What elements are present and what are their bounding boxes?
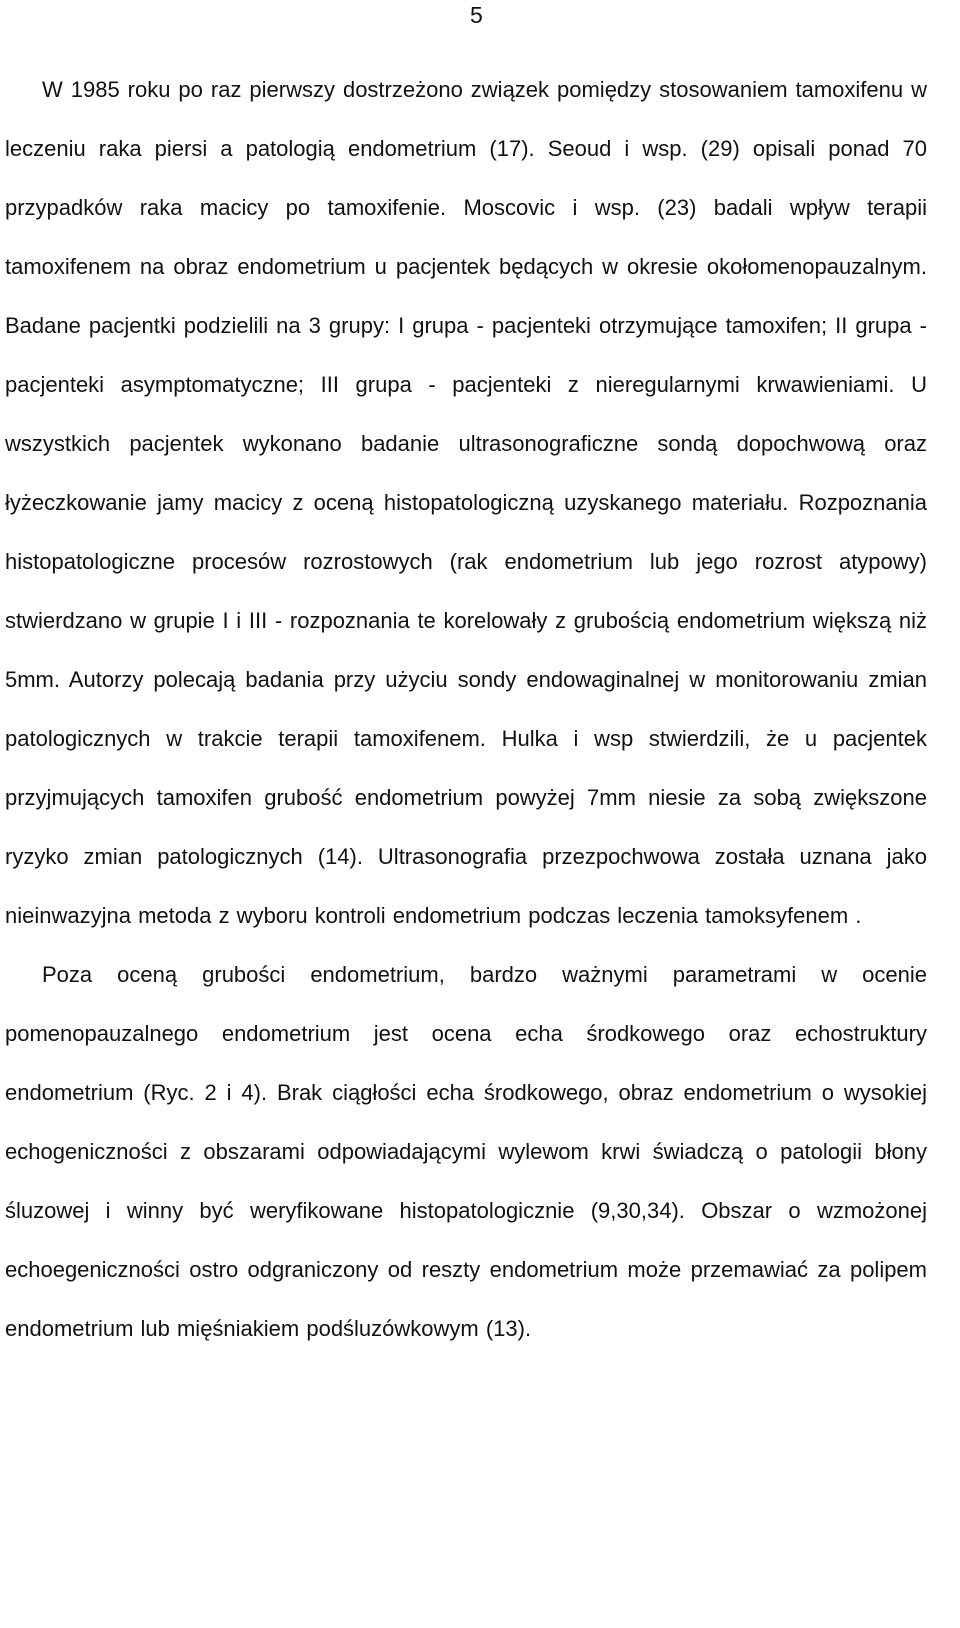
- paragraph: W 1985 roku po raz pierwszy dostrzeżono związek pomiędzy stosowaniem tamoxifenu w leczeniu raka piersi a patologią endometrium (17). Seoud i wsp. (29) opisali ponad 70 przypadków raka macicy po tamoxifenie. Moscovic i wsp. (23) badali wpływ terapii tamoxifenem na obraz endometrium u pacjentek będących w okresie okołomenopauzalnym. Badane pacjentki podzielili na 3 grupy: I grupa - pacjenteki otrzymujące tamoxifen; II grupa - pacjenteki asymptomatyczne; III grupa - pacjenteki z nieregularnymi krwawieniami. U wszystkich pacjentek wykonano badanie ultrasonograficzne sondą dopochwową oraz łyżeczkowanie jamy macicy z oceną histopatologiczną uzyskanego materiału. Rozpoznania histopatologiczne procesów rozrostowych (rak endometrium lub jego rozrost atypowy) stwierdzano w grupie I i III - rozpoznania te korelowały z grubością endometrium większą niż 5mm. Autorzy polecają badania przy użyciu sondy endowaginalnej w monitorowaniu zmian patologicznych w trakcie terapii tamoxifenem. Hulka i wsp stwierdzili, że u pacjentek przyjmujących tamoxifen grubość endometrium powyżej 7mm niesie za sobą zwiększone ryzyko zmian patologicznych (14). Ultrasonografia przezpochwowa została uznana jako nieinwazyjna metoda z wyboru kontroli endometrium podczas leczenia tamoksyfenem .: [5, 77, 927, 928]
- page-number: 5: [470, 2, 483, 28]
- paragraph: Poza oceną grubości endometrium, bardzo ważnymi parametrami w ocenie pomenopauzalnego endometrium jest ocena echa środkowego oraz echostruktury endometrium (Ryc. 2 i 4). Brak ciągłości echa środkowego, obraz endometrium o wysokiej echogeniczności z obszarami odpowiadającymi wylewom krwi świadczą o patologii błony śluzowej i winny być weryfikowane histopatologicznie (9,30,34). Obszar o wzmożonej echoegeniczności ostro odgraniczony od reszty endometrium może przemawiać za polipem endometrium lub mięśniakiem podśluzówkowym (13).: [5, 962, 927, 1341]
- document-body: [5, 60, 927, 1358]
